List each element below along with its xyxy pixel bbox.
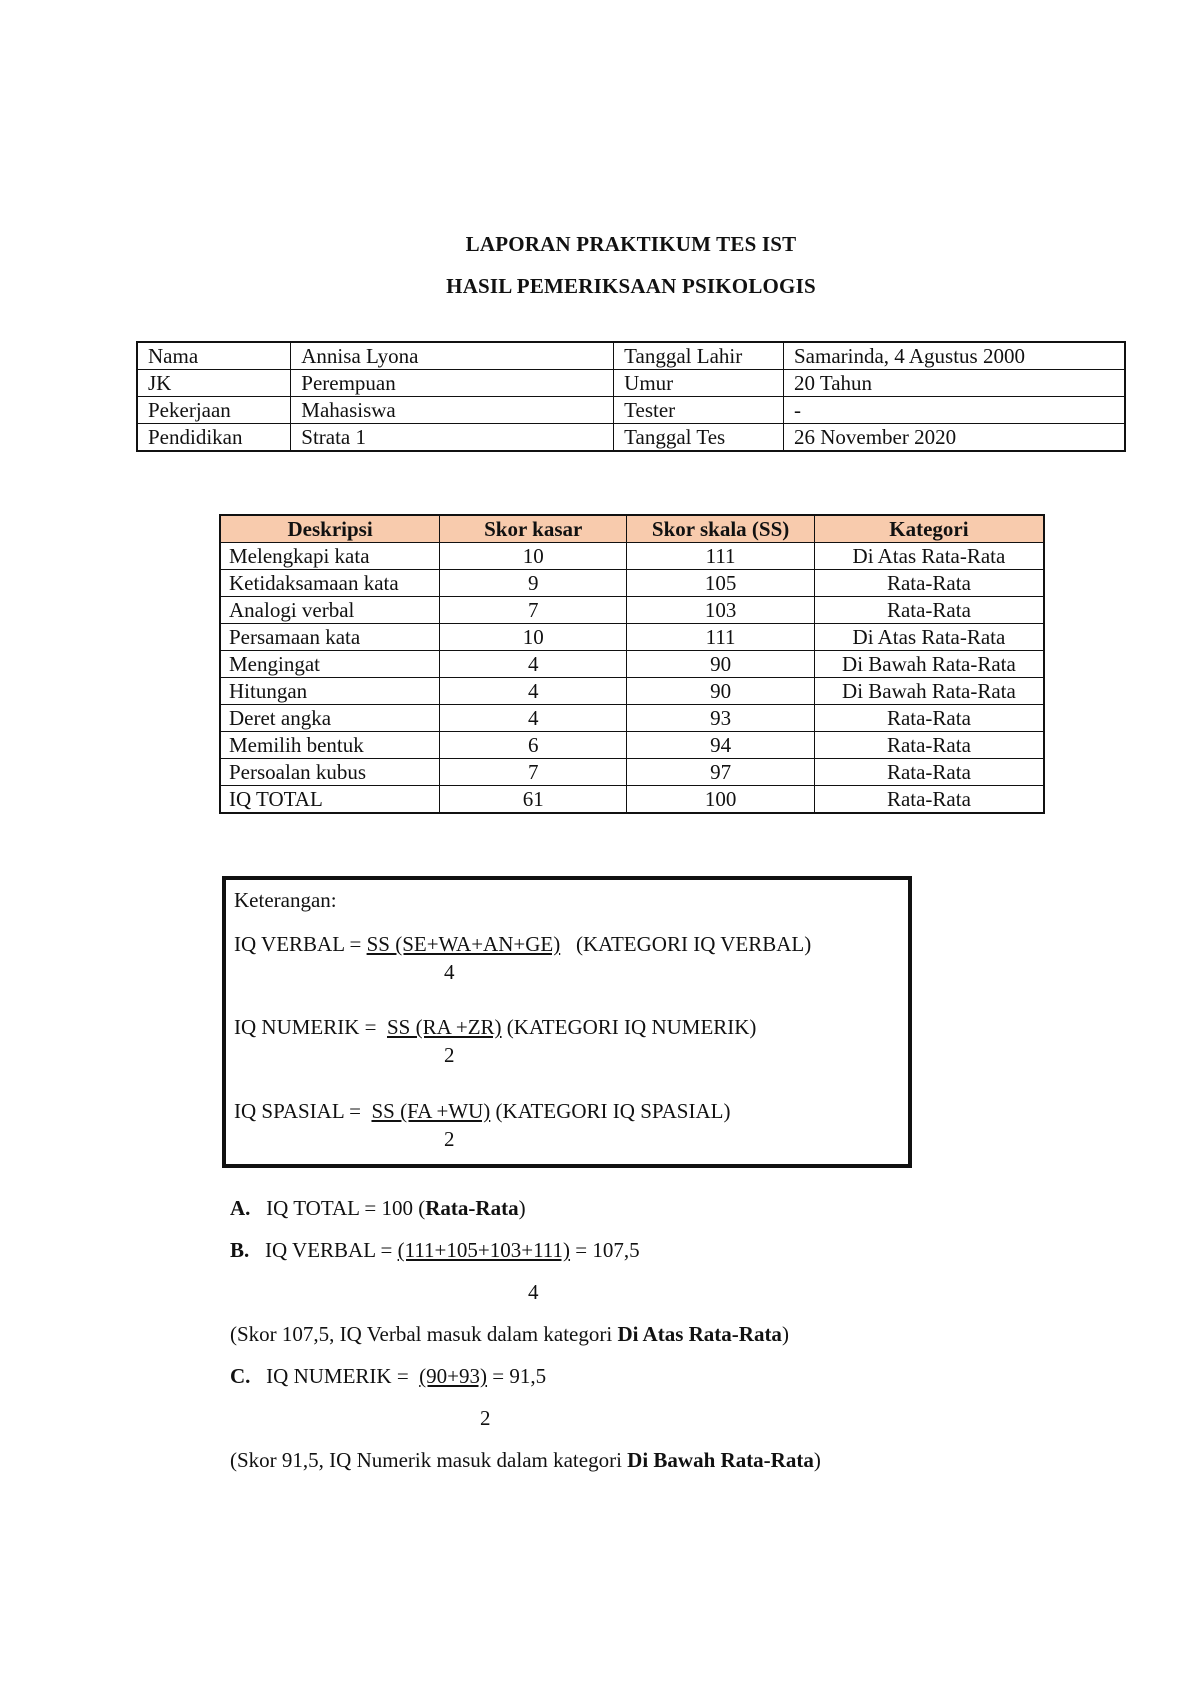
table-row xyxy=(220,624,1044,651)
scores-header-row xyxy=(220,515,1044,543)
identity-label: Pendidikan xyxy=(137,424,291,452)
result-a xyxy=(230,1196,526,1221)
result-b-marker: B. xyxy=(230,1238,250,1262)
identity-value: 26 November 2020 xyxy=(783,424,1125,452)
cell-skor-skala: 111 xyxy=(627,543,815,570)
cell-kategori: Di Atas Rata-Rata xyxy=(814,624,1044,651)
cell-skor-kasar: 4 xyxy=(440,678,627,705)
cell-deskripsi: Mengingat xyxy=(220,651,440,678)
formula-verbal-numerator: SS (SE+WA+AN+GE) xyxy=(366,932,561,956)
result-b-formula: (111+105+103+111) xyxy=(397,1238,571,1262)
cell-skor-skala: 90 xyxy=(627,651,815,678)
formula-spasial xyxy=(234,1099,730,1124)
cell-skor-kasar: 6 xyxy=(440,732,627,759)
report-title: LAPORAN PRAKTIKUM TES IST xyxy=(465,232,797,256)
cell-skor-skala: 105 xyxy=(627,570,815,597)
cell-kategori: Di Bawah Rata-Rata xyxy=(814,651,1044,678)
table-row xyxy=(220,786,1044,814)
formula-spasial-prefix: IQ SPASIAL = xyxy=(234,1099,367,1123)
formula-numerik-category: (KATEGORI IQ NUMERIK) xyxy=(506,1015,757,1039)
cell-skor-kasar: 61 xyxy=(440,786,627,814)
result-b-result: = 107,5 xyxy=(570,1238,640,1262)
formula-numerik-numerator: SS (RA +ZR) xyxy=(387,1015,502,1039)
cell-deskripsi: Persamaan kata xyxy=(220,624,440,651)
formula-numerik xyxy=(234,1015,756,1040)
table-row xyxy=(220,597,1044,624)
identity-value: 20 Tahun xyxy=(783,370,1125,397)
formula-spasial-category: (KATEGORI IQ SPASIAL) xyxy=(495,1099,731,1123)
report-subtitle: HASIL PEMERIKSAAN PSIKOLOGIS xyxy=(446,274,816,298)
identity-row xyxy=(137,342,1125,370)
result-c-prefix: IQ NUMERIK = xyxy=(266,1364,414,1388)
identity-row xyxy=(137,397,1125,424)
result-b-note-text: (Skor 107,5, IQ Verbal masuk dalam kategori xyxy=(230,1322,618,1346)
scores-table xyxy=(219,514,1045,814)
identity-table xyxy=(136,341,1126,452)
cell-skor-kasar: 4 xyxy=(440,705,627,732)
formula-verbal-category: (KATEGORI IQ VERBAL) xyxy=(575,932,812,956)
identity-label: JK xyxy=(137,370,291,397)
cell-deskripsi: IQ TOTAL xyxy=(220,786,440,814)
result-c-marker: C. xyxy=(230,1364,251,1388)
result-c-note-close: ) xyxy=(813,1448,821,1472)
cell-skor-kasar: 4 xyxy=(440,651,627,678)
cell-skor-skala: 111 xyxy=(627,624,815,651)
result-c-formula: (90+93) xyxy=(419,1364,488,1388)
result-a-marker: A. xyxy=(230,1196,251,1220)
result-b-note-close: ) xyxy=(781,1322,789,1346)
header-skor-kasar: Skor kasar xyxy=(440,515,627,543)
header-skor-skala: Skor skala (SS) xyxy=(627,515,815,543)
cell-skor-kasar: 10 xyxy=(440,624,627,651)
keterangan-box xyxy=(222,876,912,1168)
result-b-prefix: IQ VERBAL = xyxy=(265,1238,398,1262)
result-c-note-category: Di Bawah Rata-Rata xyxy=(627,1448,814,1472)
identity-value: Annisa Lyona xyxy=(291,342,614,370)
table-row xyxy=(220,570,1044,597)
cell-skor-kasar: 10 xyxy=(440,543,627,570)
table-row xyxy=(220,705,1044,732)
identity-label: Umur xyxy=(614,370,784,397)
identity-value: Samarinda, 4 Agustus 2000 xyxy=(783,342,1125,370)
formula-spasial-divisor: 2 xyxy=(444,1127,455,1151)
cell-kategori: Rata-Rata xyxy=(814,705,1044,732)
identity-label: Tanggal Tes xyxy=(614,424,784,452)
cell-kategori: Rata-Rata xyxy=(814,732,1044,759)
result-c-divisor: 2 xyxy=(480,1406,491,1430)
cell-skor-skala: 103 xyxy=(627,597,815,624)
cell-skor-skala: 97 xyxy=(627,759,815,786)
header-deskripsi: Deskripsi xyxy=(220,515,440,543)
formula-numerik-divisor: 2 xyxy=(444,1043,455,1067)
cell-skor-skala: 90 xyxy=(627,678,815,705)
cell-skor-kasar: 7 xyxy=(440,759,627,786)
result-c-result: = 91,5 xyxy=(487,1364,547,1388)
formula-spasial-numerator: SS (FA +WU) xyxy=(371,1099,491,1123)
keterangan-heading: Keterangan: xyxy=(234,888,337,912)
result-a-close: ) xyxy=(518,1196,526,1220)
identity-value: Mahasiswa xyxy=(291,397,614,424)
table-row xyxy=(220,651,1044,678)
formula-verbal-divisor: 4 xyxy=(444,960,455,984)
cell-kategori: Rata-Rata xyxy=(814,786,1044,814)
identity-value: Strata 1 xyxy=(291,424,614,452)
cell-kategori: Rata-Rata xyxy=(814,570,1044,597)
cell-kategori: Di Bawah Rata-Rata xyxy=(814,678,1044,705)
cell-deskripsi: Memilih bentuk xyxy=(220,732,440,759)
identity-label: Tester xyxy=(614,397,784,424)
cell-kategori: Rata-Rata xyxy=(814,759,1044,786)
result-c-note xyxy=(230,1448,821,1473)
result-c xyxy=(230,1364,546,1389)
result-b-note-category: Di Atas Rata-Rata xyxy=(617,1322,782,1346)
table-row xyxy=(220,678,1044,705)
result-a-category: Rata-Rata xyxy=(425,1196,519,1220)
formula-numerik-prefix: IQ NUMERIK = xyxy=(234,1015,382,1039)
identity-row xyxy=(137,370,1125,397)
identity-label: Nama xyxy=(137,342,291,370)
cell-kategori: Rata-Rata xyxy=(814,597,1044,624)
result-a-text: IQ TOTAL = 100 ( xyxy=(266,1196,426,1220)
cell-deskripsi: Deret angka xyxy=(220,705,440,732)
result-b-note xyxy=(230,1322,789,1347)
identity-value: - xyxy=(783,397,1125,424)
cell-deskripsi: Melengkapi kata xyxy=(220,543,440,570)
cell-kategori: Di Atas Rata-Rata xyxy=(814,543,1044,570)
cell-deskripsi: Hitungan xyxy=(220,678,440,705)
result-c-note-text: (Skor 91,5, IQ Numerik masuk dalam kategori xyxy=(230,1448,628,1472)
table-row xyxy=(220,543,1044,570)
cell-deskripsi: Persoalan kubus xyxy=(220,759,440,786)
table-row xyxy=(220,732,1044,759)
identity-value: Perempuan xyxy=(291,370,614,397)
identity-label: Tanggal Lahir xyxy=(614,342,784,370)
cell-skor-kasar: 7 xyxy=(440,597,627,624)
identity-label: Pekerjaan xyxy=(137,397,291,424)
cell-skor-skala: 94 xyxy=(627,732,815,759)
cell-skor-kasar: 9 xyxy=(440,570,627,597)
cell-skor-skala: 100 xyxy=(627,786,815,814)
identity-row xyxy=(137,424,1125,452)
result-b-divisor: 4 xyxy=(528,1280,539,1304)
result-b xyxy=(230,1238,640,1263)
table-row xyxy=(220,759,1044,786)
formula-verbal xyxy=(234,932,811,957)
cell-skor-skala: 93 xyxy=(627,705,815,732)
cell-deskripsi: Ketidaksamaan kata xyxy=(220,570,440,597)
formula-verbal-prefix: IQ VERBAL = xyxy=(234,932,367,956)
cell-deskripsi: Analogi verbal xyxy=(220,597,440,624)
header-kategori: Kategori xyxy=(814,515,1044,543)
